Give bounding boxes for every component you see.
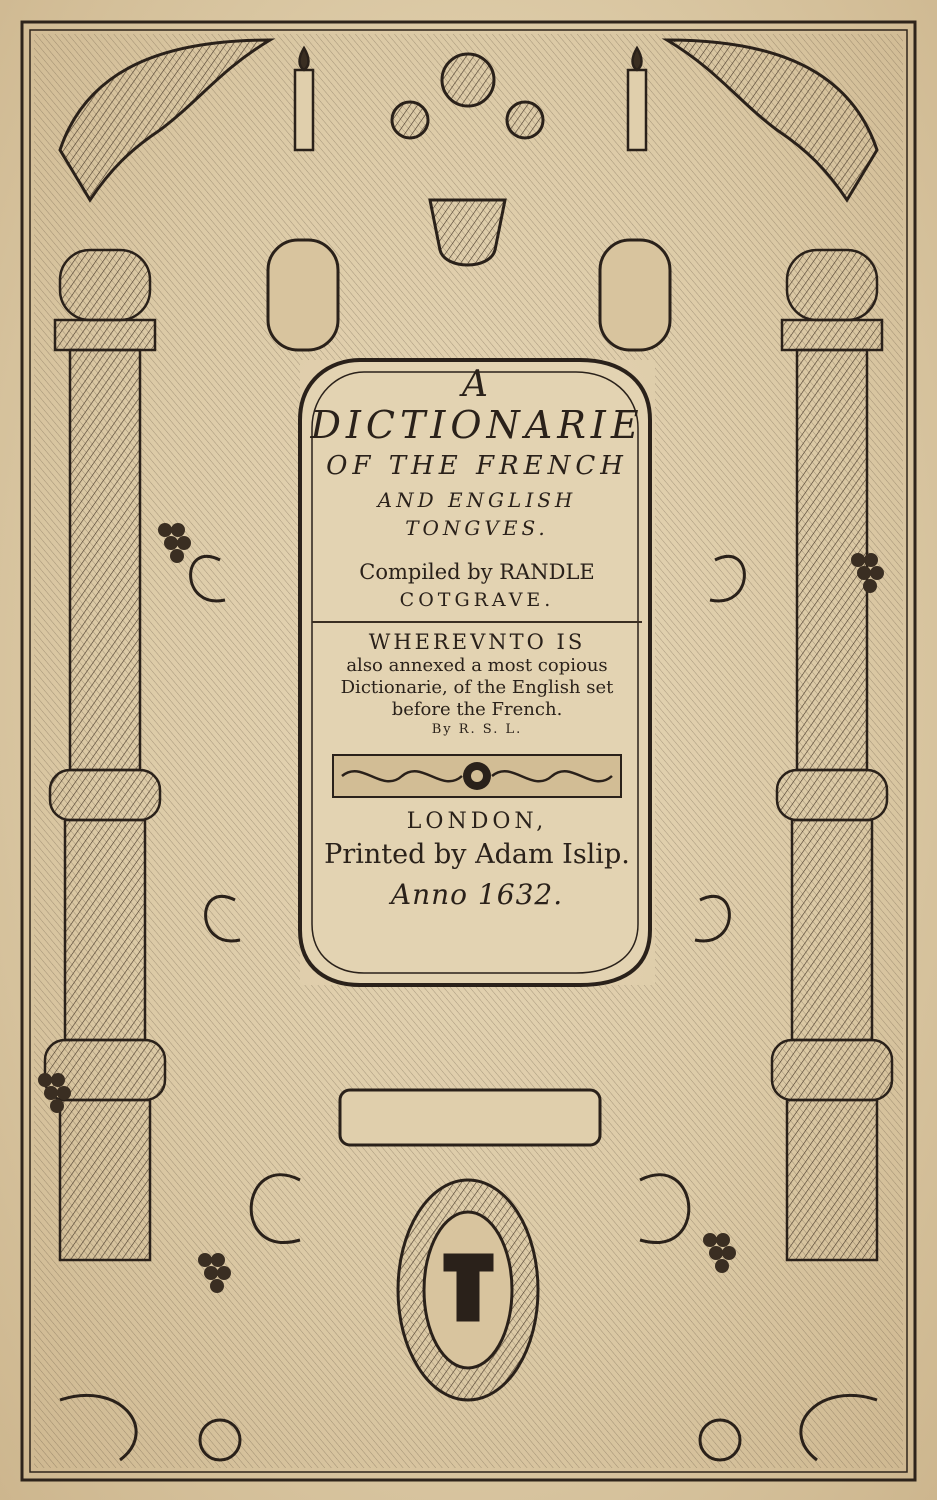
author-name: COTGRAVE. [399, 589, 555, 612]
title-dictionarie: DICTIONARIE [310, 402, 644, 447]
annex-line-1: also annexed a most copious [346, 655, 608, 677]
title-article: A [462, 364, 492, 405]
by-initials: By R. S. L. [431, 722, 523, 738]
imprint-printer: Printed by Adam Islip. [324, 838, 630, 870]
annex-line-2: Dictionarie, of the English set [340, 676, 614, 698]
title-tongues: TONGVES. [405, 515, 549, 540]
imprint-place: LONDON, [406, 808, 548, 834]
title-and-english: AND ENGLISH [377, 487, 577, 512]
headpiece-ornament [332, 754, 622, 798]
imprint-year: Anno 1632. [390, 877, 564, 911]
whereunto-line: WHEREVNTO IS [368, 629, 586, 654]
annex-line-3: before the French. [391, 698, 563, 720]
title-of-the-french: OF THE FRENCH [326, 451, 628, 482]
divider-rule [312, 621, 642, 623]
title-cartouche [292, 355, 662, 975]
compiled-by: Compiled by RANDLE [359, 559, 595, 584]
